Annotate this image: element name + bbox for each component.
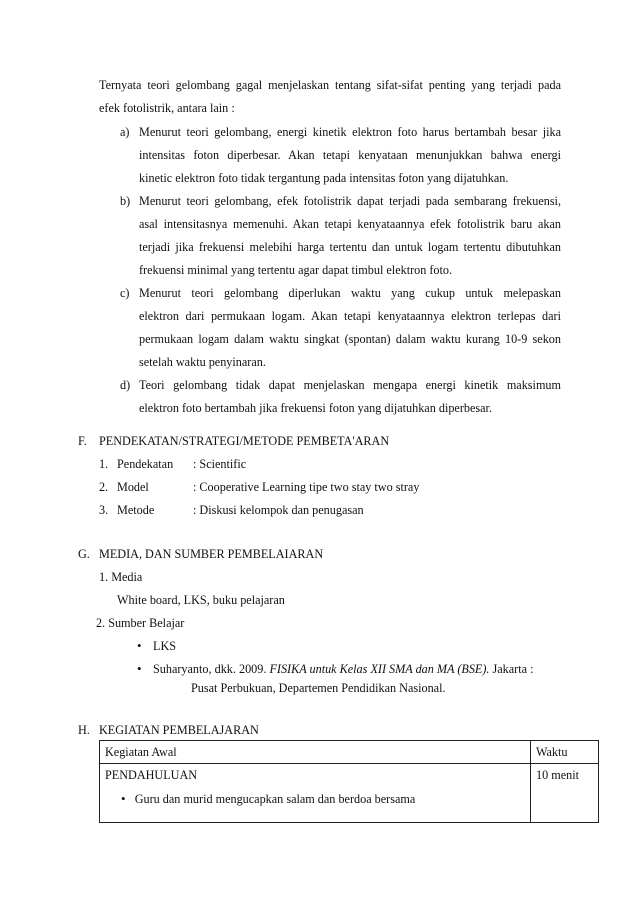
reference-author: Suharyanto, dkk. 2009. (153, 662, 267, 676)
item-d-line-1: Teori gelombang tidak dapat menjelaskan mengapa energi kinetik maksimum (139, 378, 561, 392)
activity-row-title: PENDAHULUAN (105, 768, 198, 782)
reference-publisher: Pusat Perbukuan, Departemen Pendidikan Nasional. (191, 681, 446, 695)
method-name: Metode (117, 503, 155, 517)
item-c-label: c) (120, 286, 130, 300)
table-row (100, 764, 599, 823)
item-b-line-3: terjadi jika frekuensi melebihi harga tertentu dan untuk logam tertentu dibutuhkan (139, 240, 561, 254)
time-header: Waktu (531, 741, 599, 764)
section-g-title: MEDIA, DAN SUMBER PEMBELAIARAN (99, 547, 324, 561)
method-number: 3. (99, 503, 109, 517)
reference-city: Jakarta : (492, 662, 534, 676)
sumber-belajar-label: 2. Sumber Belajar (96, 616, 185, 630)
item-a-label: a) (120, 125, 130, 139)
intro-line-2: efek fotolistrik, antara lain : (99, 101, 235, 115)
item-b-line-4: frekuensi minimal yang tertentu agar dapat timbul elektron foto. (139, 263, 453, 277)
media-value: White board, LKS, buku pelajaran (117, 593, 285, 607)
bullet-icon: • (137, 638, 142, 653)
section-h-title: KEGIATAN PEMBELAJARAN (99, 723, 259, 737)
intro-line-1: Ternyata teori gelombang gagal menjelaskan tentang sifat-sifat penting yang terjadi pada (99, 78, 561, 92)
media-label: 1. Media (99, 570, 143, 584)
activity-cell (100, 764, 531, 823)
approach-number: 1. (99, 457, 109, 471)
item-c-line-2: elektron dari permukaan logam. Akan tetapi kenyataannya elektron terlepas dari (139, 309, 561, 323)
activity-table (99, 740, 599, 823)
time-cell: 10 menit (531, 764, 599, 823)
section-f-title: PENDEKATAN/STRATEGI/METODE PEMBETA'ARAN (99, 434, 390, 448)
item-c-line-1: Menurut teori gelombang diperlukan waktu yang cukup untuk melepaskan (139, 286, 561, 300)
table-header-row (100, 741, 599, 764)
item-d-line-2: elektron foto bertambah jika frekuensi foton yang dijatuhkan diperbesar. (139, 401, 492, 415)
reference-book-title: FISIKA untuk Kelas XII SMA dan MA (BSE). (269, 662, 490, 676)
item-b-line-2: asal intensitasnya memenuhi. Akan tetapi kenyataannya efek fotolistrik baru akan (139, 217, 561, 231)
item-d-label: d) (120, 378, 131, 392)
bullet-icon: • (121, 791, 126, 806)
activity-bullet-item (105, 791, 525, 807)
item-c-line-3: permukaan logam dalam waktu singkat (spontan) dalam waktu kurang 10-9 sekon (139, 332, 561, 346)
approach-name: Pendekatan (117, 457, 174, 471)
activity-bullet-text: Guru dan murid mengucapkan salam dan berdoa bersama (134, 792, 416, 806)
item-b-label: b) (120, 194, 131, 208)
item-a-line-2: intensitas foton diperbesar. Akan tetapi kenyataan menunjukkan bahwa energi (139, 148, 561, 162)
sumber-item-lks: LKS (153, 639, 177, 653)
item-a-line-1: Menurut teori gelombang, energi kinetik elektron foto harus bertambah besar jika (139, 125, 561, 139)
item-b-line-1: Menurut teori gelombang, efek fotolistrik dapat terjadi pada sembarang frekuensi, (139, 194, 561, 208)
approach-value: : Scientific (193, 457, 247, 471)
method-value: : Diskusi kelompok dan penugasan (193, 503, 364, 517)
section-f-letter: F. (78, 434, 87, 448)
activity-header: Kegiatan Awal (100, 741, 531, 764)
sumber-item-reference (153, 661, 533, 677)
bullet-icon: • (137, 661, 142, 676)
item-c-line-4: setelah waktu penyinaran. (139, 355, 266, 369)
section-g-letter: G. (78, 547, 90, 561)
section-h-letter: H. (78, 723, 90, 737)
model-number: 2. (99, 480, 109, 494)
item-a-line-3: kinetic elektron foto tidak tergantung pada intensitas foton yang dijatuhkan. (139, 171, 509, 185)
model-name: Model (117, 480, 149, 494)
model-value: : Cooperative Learning tipe two stay two stray (193, 480, 420, 494)
